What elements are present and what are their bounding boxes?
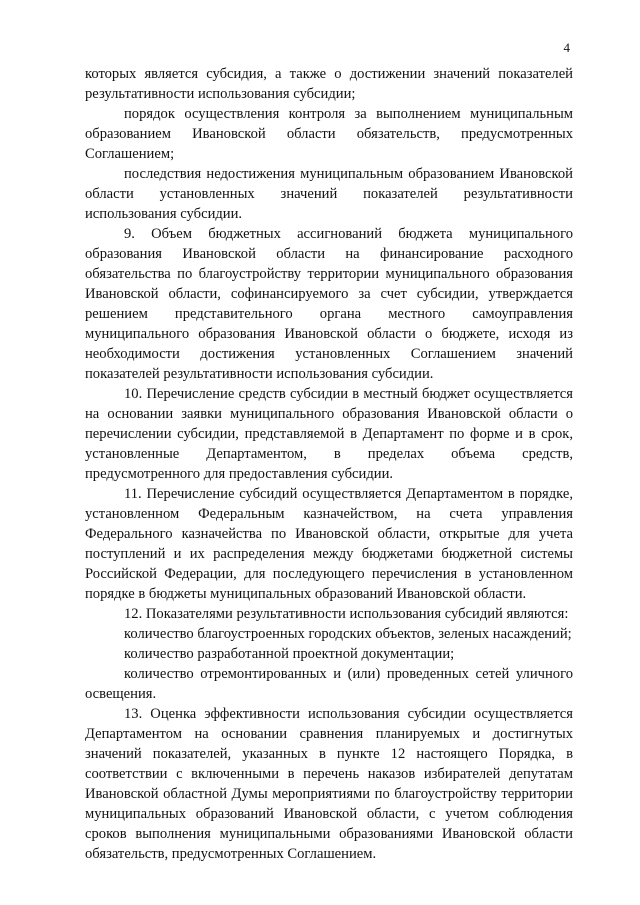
indicator-project-documentation: количество разработанной проектной документации;: [124, 646, 455, 662]
paragraph-item-12: 12. Показателями результативности использования субсидий являются:: [124, 606, 569, 622]
indicator-landscaped-objects: количество благоустроенных городских объектов, зеленых насаждений;: [124, 626, 572, 642]
paragraph-item-9: 9. Объем бюджетных ассигнований бюджета муниципального образования Ивановской области на финансирование расходного обязательства по благоустройству территории муниципального образования Ивановской области, софинансируемого за счет субсидии, утверждается решением представительного органа местного самоуправления муниципального образования Ивановской области о бюджете, исходя из необходимости достижения установленных Соглашением значений показателей результативности использования субсидии.: [85, 226, 573, 382]
paragraph-item-13: 13. Оценка эффективности использования субсидии осуществляется Департаментом на основании сравнения планируемых и достигнутых значений показателей, указанных в пункте 12 настоящего Порядка, в соответствии с включенными в перечень наказов избирателей депутатам Ивановской областной Думы мероприятиями по благоустройству территории муниципальных образований Ивановской области, с учетом соблюдения сроков выполнения муниципальными образованиями Ивановской области обязательств, предусмотренных Соглашением.: [85, 706, 573, 862]
paragraph-consequences: последствия недостижения муниципальным образованием Ивановской области установленных значений показателей результативности использования субсидии.: [85, 166, 573, 222]
page-number: 4: [563, 40, 570, 55]
paragraph-control-procedure: порядок осуществления контроля за выполнением муниципальным образованием Ивановской области обязательств, предусмотренных Соглашением;: [85, 106, 573, 162]
document-body: [85, 64, 573, 864]
indicator-street-lighting: количество отремонтированных и (или) проведенных сетей уличного освещения.: [85, 666, 573, 702]
paragraph-item-10: 10. Перечисление средств субсидии в местный бюджет осуществляется на основании заявки муниципального образования Ивановской области о перечислении субсидии, представляемой в Департамент по форме и в срок, установленные Департаментом, в пределах объема средств, предусмотренного для предоставления субсидии.: [85, 386, 573, 482]
paragraph-continuation: которых является субсидия, а также о достижении значений показателей результативности использования субсидии;: [85, 66, 573, 102]
paragraph-item-11: 11. Перечисление субсидий осуществляется Департаментом в порядке, установленном Федеральным казначейством, на счета управления Федерального казначейства по Ивановской области, открытые для учета поступлений и их распределения между бюджетами бюджетной системы Российской Федерации, для последующего перечисления в установленном порядке в бюджеты муниципальных образований Ивановской области.: [85, 486, 573, 602]
